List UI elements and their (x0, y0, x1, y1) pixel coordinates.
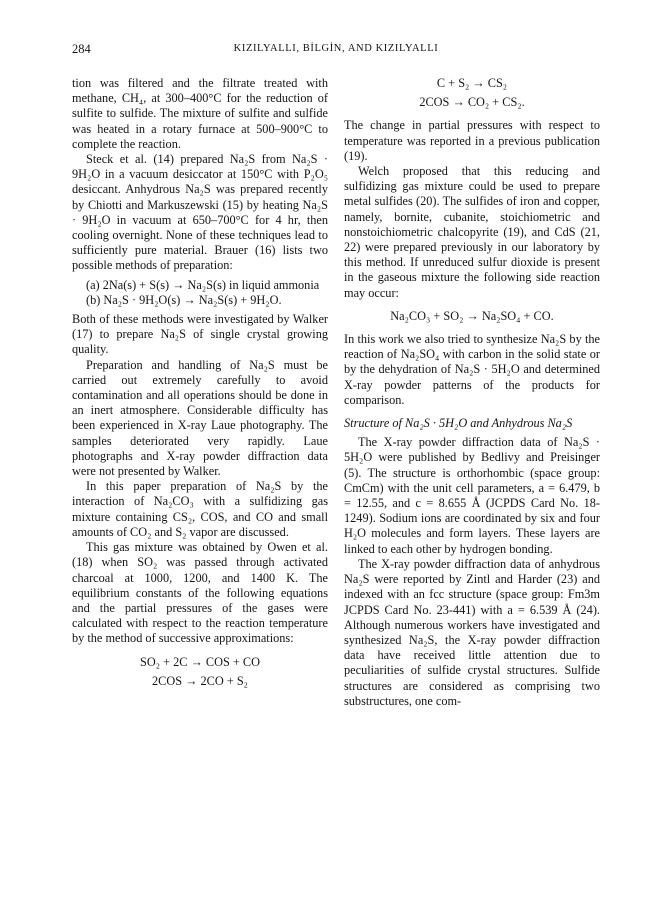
page-header (72, 42, 600, 58)
right-paragraph-2: Welch proposed that this reducing and sulfidizing gas mixture could be used to prepare metal sulfides (20). The sulfides of iron and copper, namely, bornite, cubanite, stoichiometric and nonstoichiometric chalcopyrite (19), and CdS (21, 22) were prepared previously in our laboratory by this method. If unreduced sulfur dioxide is present in the gaseous mixture the following side reaction may occur: (344, 164, 600, 300)
left-paragraph-1: tion was filtered and the filtrate treated with methane, CH₄, at 300–400°C for the reduction of sulfite to sulfide. The mixture of sulfite and sulfide was heated in a rotary furnace at 500–900°C to complete the reaction. (72, 76, 328, 151)
page-number: 284 (72, 42, 91, 56)
running-head: KIZILYALLI, BİLGİN, AND KIZILYALLI (233, 43, 439, 54)
left-paragraph-2: Steck et al. (14) prepared Na₂S from Na₂S · 9H₂O in a vacuum desiccator at 150°C with P₂O₅ desiccant. Anhydrous Na₂S was prepared recently by Chiotti and Markuszewski (15) by heating Na₂S · 9H₂O in vacuum at 650–700°C for 4 hr, then cooling overnight. None of these techniques lead to sufficiently pure material. Brauer (16) lists two possible methods of preparation: (72, 152, 328, 273)
section-heading: Structure of Na₂S · 5H₂O and Anhydrous Na₂S (344, 416, 573, 431)
equation-b: (b) Na₂S · 9H₂O(s) → Na₂S(s) + 9H₂O. (86, 292, 282, 307)
equation-5: Na₂CO₃ + SO₂ → Na₂SO₄ + CO. (390, 308, 554, 323)
left-paragraph-3: Both of these methods were investigated by Walker (17) to prepare Na₂S of single crystal growing quality. (72, 312, 328, 357)
left-paragraph-4: Preparation and handling of Na₂S must be carried out extremely carefully to avoid contamination and all operations should be done in an inert atmosphere. Considerable difficulty has been experienced in X-ray Laue photography. The samples deteriorated very rapidly. Laue photographs and X-ray powder diffraction data were not presented by Walker. (72, 357, 328, 479)
left-column (72, 76, 328, 689)
right-paragraph-5: The X-ray powder diffraction data of anhydrous Na₂S were reported by Zintl and Harder (23) and indexed with an fcc structure (space group: Fm3m JCPDS Card No. 23-441) with a = 6.539 Å (24). Although numerous workers have investigated and synthesized Na₂S, the X-ray powder diffraction data have received little attention due to peculiarities of sulfide crystal structures. Sulfide structures are considered as comprising two substructures, one com- (344, 556, 600, 708)
right-column (344, 76, 600, 709)
right-paragraph-4: The X-ray powder diffraction data of Na₂S · 5H₂O were published by Bedlivy and Preisinger (5). The structure is orthorhombic (space group: CmCm) with the unit cell parameters, a = 6.479, b = 12.55, and c = 8.655 Å (JCPDS Card No. 18-1249). Sodium ions are coordinated by six and four H₂O molecules and form layers. These layers are linked to each other by hydrogen bonding. (344, 435, 600, 556)
equation-3: C + S₂ → CS₂ (436, 76, 508, 90)
equation-2: 2COS → 2CO + S₂ (152, 673, 248, 688)
equation-1: SO₂ + 2C → COS + CO (140, 654, 260, 669)
equation-a: (a) 2Na(s) + S(s) → Na₂S(s) in liquid ammonia (86, 277, 320, 292)
right-paragraph-1: The change in partial pressures with respect to temperature was reported in a previous publication (19). (344, 118, 600, 163)
left-paragraph-5: In this paper preparation of Na₂S by the interaction of Na₂CO₃ with a sulfidizing gas mixture containing CS₂, COS, and CO and small amounts of CO₂ and S₂ vapor are discussed. (72, 479, 328, 539)
preparation-methods (72, 278, 328, 308)
right-paragraph-3: In this work we also tried to synthesize Na₂S by the reaction of Na₂SO₄ with carbon in the solid state or by the dehydration of Na₂S · 5H₂O and determined X-ray powder patterns of the products for comparison. (344, 332, 600, 407)
left-paragraph-6: This gas mixture was obtained by Owen et al. (18) when SO₂ was passed through activated charcoal at 1000, 1200, and 1400 K. The equilibrium constants of the following equations and the partial pressures of the gases were calculated with respect to the reaction temperature by the method of successive approximations: (72, 540, 328, 646)
equation-4: 2COS → CO₂ + CS₂. (419, 95, 525, 110)
